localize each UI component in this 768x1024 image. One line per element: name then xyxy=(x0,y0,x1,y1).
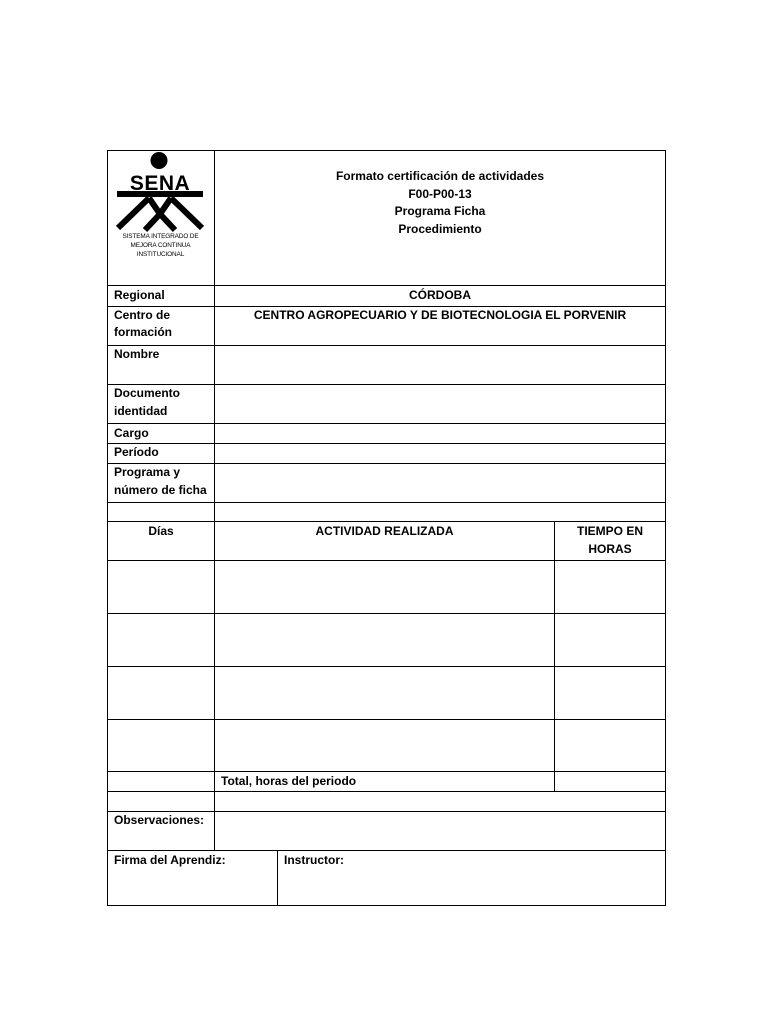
logo-figure xyxy=(117,194,203,230)
form-program: Programa Ficha xyxy=(394,204,486,218)
total-hours-label: Total, horas del periodo xyxy=(221,774,357,788)
label-cargo: Cargo xyxy=(114,425,149,440)
form-procedure: Procedimiento xyxy=(398,221,482,236)
signature-instructor-label: Instructor: xyxy=(284,853,344,867)
observations-label: Observaciones: xyxy=(114,813,205,827)
value-centro: CENTRO AGROPECUARIO Y DE BIOTECNOLOGIA EL PORVENIR xyxy=(253,307,627,322)
label-centro: Centro de formación xyxy=(114,307,173,339)
label-regional: Regional xyxy=(114,288,165,302)
column-header-actividad: ACTIVIDAD REALIZADA xyxy=(315,524,454,538)
form-title: Formato certificación de actividades xyxy=(335,169,545,183)
label-programa-ficha: Programa y número de ficha xyxy=(114,465,207,497)
form-code: F00-P00-13 xyxy=(408,186,472,201)
column-header-tiempo: TIEMPO EN HORAS xyxy=(576,524,643,556)
signature-aprendiz-label: Firma del Aprendiz: xyxy=(114,853,226,867)
logo-dot xyxy=(151,152,168,169)
label-periodo: Período xyxy=(114,445,159,459)
logo-subtitle: SISTEMA INTEGRADO DE MEJORA CONTINUA INSTITUCIONAL xyxy=(122,233,199,258)
label-nombre: Nombre xyxy=(114,347,160,361)
label-documento: Documento identidad xyxy=(114,386,180,418)
logo-wordmark: SENA xyxy=(129,172,191,195)
value-regional: CÓRDOBA xyxy=(409,288,471,302)
column-header-dias: Días xyxy=(148,524,174,538)
